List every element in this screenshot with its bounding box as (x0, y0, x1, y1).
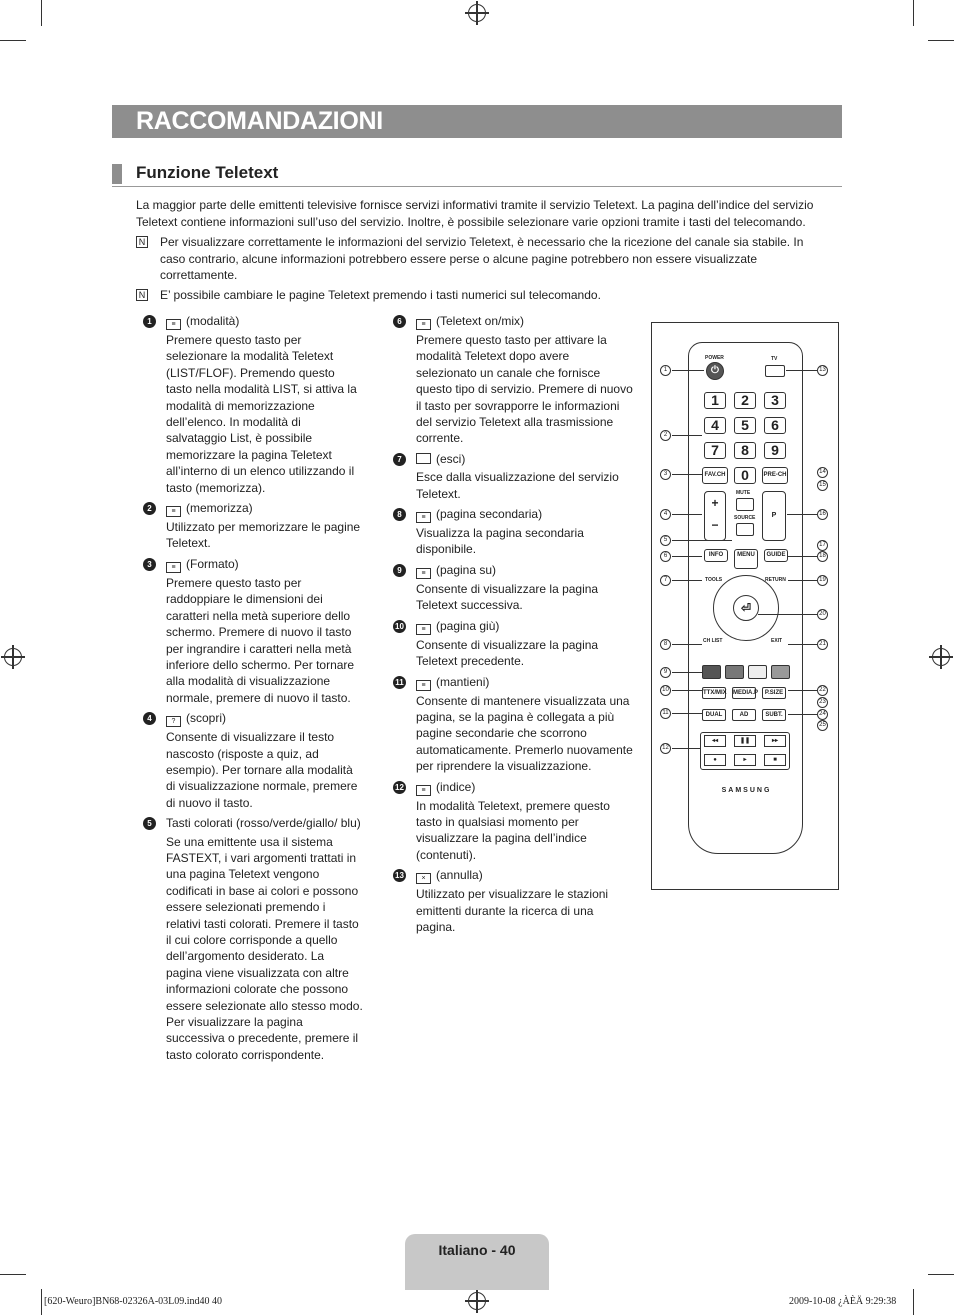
size-icon: ≡ (166, 562, 181, 573)
item-head: (esci) (416, 451, 633, 467)
list-item (393, 674, 633, 775)
callout-number: 3 (660, 469, 671, 480)
pre-ch-button: PRE-CH (762, 467, 788, 484)
return-label: RETURN (765, 577, 786, 583)
pause-icon: ❚❚ (734, 735, 756, 747)
color-button-red (702, 665, 721, 679)
item-number: 5 (143, 817, 156, 830)
items-column-left (143, 313, 363, 1067)
item-number: 6 (393, 315, 406, 328)
registration-mark-icon (468, 1292, 486, 1310)
info-button: INFO (704, 549, 728, 562)
callout-line (672, 514, 702, 515)
item-number: 10 (393, 620, 406, 633)
registration-mark-icon (4, 648, 22, 666)
callout-line (758, 614, 817, 615)
callout-line (672, 644, 702, 645)
callout-number: 5 (660, 535, 671, 546)
volume-rocker: + − (704, 491, 726, 541)
item-desc: Utilizzato per memorizzare le pagine Teletext. (166, 520, 361, 551)
item-number: 13 (393, 869, 406, 882)
cancel-icon: × (416, 873, 431, 884)
item-number: 7 (393, 453, 406, 466)
print-file-info: [620-Weuro]BN68-02326A-03L09.ind40 40 (44, 1296, 223, 1307)
power-label: POWER (705, 355, 724, 361)
crop-mark (41, 1289, 42, 1315)
subt-button: SUBT. (762, 709, 786, 721)
note-icon: N (136, 236, 148, 248)
list-item (393, 562, 633, 614)
callout-line (672, 435, 702, 436)
crop-mark (913, 0, 914, 26)
power-button-icon: ⏻ (706, 362, 724, 380)
digit-button: 6 (764, 417, 786, 434)
p-size-button: P.SIZE (762, 687, 786, 699)
digit-button: 0 (734, 467, 756, 484)
callout-number: 20 (817, 609, 828, 620)
page-title: RACCOMANDAZIONI (136, 107, 383, 135)
callout-number: 2 (660, 430, 671, 441)
digit-button: 4 (704, 417, 726, 434)
item-head: ≡ (pagina secondaria) (416, 506, 633, 523)
items-column-right (393, 313, 633, 939)
callout-number: 6 (660, 551, 671, 562)
item-head: ≡ (Teletext on/mix) (416, 313, 633, 330)
callout-number: 16 (817, 509, 828, 520)
callout-number: 19 (817, 575, 828, 586)
item-desc: Consente di mantenere visualizzata una pagina, se la pagina è collegata a più pagine secondarie che scorrono automaticamente. Premerlo nuovamente per riprendere la visualizzazione. (416, 693, 633, 774)
item-head: ? (scopri) (166, 710, 363, 727)
store-icon: ≡ (166, 506, 181, 517)
list-item (393, 867, 633, 935)
item-number: 11 (393, 676, 406, 689)
callout-line (672, 474, 702, 475)
item-desc: Premere questo tasto per selezionare la modalità Teletext (LIST/FLOF). Premendo questo tasto nella modalità LIST, si attiva la modalità di memorizzazione dell’elenco. In modalità di salvataggio List, è possibile memorizzare la pagina Teletext all’interno di un elenco utilizzando il tasto (memorizza). (166, 333, 357, 495)
callout-number: 4 (660, 509, 671, 520)
item-number: 8 (393, 508, 406, 521)
registration-mark-icon (932, 648, 950, 666)
item-desc: Utilizzato per visualizzare le stazioni emittenti durante la ricerca di una pagina. (416, 887, 609, 934)
remote-control-illustration (688, 342, 803, 854)
crop-mark (928, 1274, 954, 1275)
note-text: E’ possibile cambiare le pagine Teletext premendo i tasti numerici sul telecomando. (160, 288, 601, 302)
channel-rocker: P (762, 491, 786, 541)
callout-number: 15 (817, 480, 828, 491)
note-text: Per visualizzare correttamente le informazioni del servizio Teletext, è necessario che la ricezione del canale sia stabile. In caso contrario, alcune informazioni potrebbero essere perse o alcune pagine potrebbero non essere visualizzate correttamente. (160, 235, 804, 282)
item-head: ≡ (indice) (416, 779, 633, 796)
note-icon: N (136, 289, 148, 301)
source-button-icon (736, 523, 754, 536)
page-number-tab (405, 1234, 549, 1290)
callout-number: 11 (660, 708, 671, 719)
section-marker (112, 164, 122, 184)
registration-mark-icon (468, 4, 486, 22)
item-desc: Esce dalla visualizzazione del servizio Teletext. (416, 470, 619, 501)
callout-line (788, 580, 817, 581)
exit-label: EXIT (771, 638, 783, 644)
note-2 (136, 287, 826, 304)
item-number: 12 (393, 781, 406, 794)
callout-number: 9 (660, 667, 671, 678)
ttx-mix-button: TTX/MIX (702, 687, 726, 699)
crop-mark (0, 1274, 26, 1275)
crop-mark (41, 0, 42, 26)
item-head: ≡ (mantieni) (416, 674, 633, 691)
item-head: ≡ (modalità) (166, 313, 363, 330)
item-number: 3 (143, 558, 156, 571)
item-desc: Premere questo tasto per attivare la modalità Teletext dopo avere selezionato un canale che fornisce questo tipo di servizio. Premere di nuovo il tasto per sovrapporre le informazioni del servizio Teletext alla trasmissione corrente. (416, 333, 633, 446)
stop-icon: ■ (764, 754, 786, 766)
remote-brand-logo: SAMSUNG (721, 787, 772, 794)
list-item (143, 313, 363, 496)
digit-button: 3 (764, 392, 786, 409)
callout-line (672, 370, 704, 371)
callout-number: 25 (817, 720, 828, 731)
teletext-on-icon: ≡ (416, 319, 431, 330)
fav-ch-button: FAV.CH (702, 467, 728, 484)
digit-button: 2 (734, 392, 756, 409)
digit-button: 9 (764, 442, 786, 459)
color-button-yellow (748, 665, 767, 679)
digit-button: 7 (704, 442, 726, 459)
exit-icon (416, 453, 431, 464)
callout-line (788, 644, 817, 645)
callout-line (672, 713, 702, 714)
mode-icon: ≡ (166, 319, 181, 330)
item-number: 2 (143, 502, 156, 515)
list-item (393, 313, 633, 447)
title-bar (112, 105, 842, 138)
callout-number: 23 (817, 697, 828, 708)
rewind-icon: ◂◂ (704, 735, 726, 747)
section-title: Funzione Teletext (136, 163, 279, 182)
item-desc: Visualizza la pagina secondaria disponibile. (416, 526, 584, 557)
enter-button-icon: ⏎ (733, 595, 759, 621)
media-p-button: MEDIA.P (732, 687, 756, 699)
hold-icon: ≡ (416, 680, 431, 691)
mute-label: MUTE (736, 490, 751, 496)
index-icon: ≡ (416, 785, 431, 796)
tools-label: TOOLS (705, 577, 723, 583)
reveal-icon: ? (166, 716, 181, 727)
callout-line (672, 748, 700, 749)
item-desc: Consente di visualizzare la pagina Teletext successiva. (416, 581, 599, 613)
item-head: ≡ (memorizza) (166, 500, 363, 517)
item-number: 1 (143, 315, 156, 328)
item-head: ≡ (pagina giù) (416, 618, 633, 635)
note-1 (136, 234, 826, 284)
color-button-green (725, 665, 744, 679)
callout-number: 7 (660, 575, 671, 586)
ch-list-label: CH LIST (703, 638, 723, 644)
tv-button-icon (765, 365, 785, 377)
page-up-icon: ≡ (416, 568, 431, 579)
item-desc: Consente di visualizzare il testo nascosto (risposte a quiz, ad esempio). Per tornare alla modalità di visualizzazione normale, premere di nuovo il tasto. (166, 730, 358, 810)
item-number: 4 (143, 712, 156, 725)
callout-number: 10 (660, 685, 671, 696)
callout-number: 14 (817, 467, 828, 478)
callout-number: 1 (660, 365, 671, 376)
color-button-blue (771, 665, 790, 679)
callout-line (786, 370, 817, 371)
print-timestamp: 2009-10-08 ¿ÀÈÄ 9:29:38 (789, 1296, 897, 1307)
fast-forward-icon: ▸▸ (764, 735, 786, 747)
digit-button: 8 (734, 442, 756, 459)
list-item (143, 500, 363, 552)
subpage-icon: ≡ (416, 512, 431, 523)
callout-line (672, 690, 702, 691)
callout-line (788, 556, 817, 557)
list-item (143, 815, 363, 1063)
item-desc: Consente di visualizzare la pagina Teletext precedente. (416, 637, 599, 669)
crop-mark (0, 40, 26, 41)
callout-line (788, 714, 817, 715)
section-header (112, 162, 842, 187)
item-desc: In modalità Teletext, premere questo tasto in qualsiasi momento per visualizzare la pagina dell’indice (contenuti). (416, 798, 610, 862)
crop-mark (928, 40, 954, 41)
callout-number: 21 (817, 639, 828, 650)
list-item (393, 506, 633, 558)
list-item (393, 451, 633, 502)
guide-button: GUIDE (764, 549, 788, 562)
intro-paragraph: La maggior parte delle emittenti televisive fornisce servizi informativi tramite il servizio Teletext. La pagina dell’indice del servizio Teletext contiene informazioni sull’uso del servizio. Inoltre, è possibile selezionare varie opzioni tramite i tasti del telecomando. (136, 198, 814, 229)
callout-number: 13 (817, 365, 828, 376)
callout-number: 22 (817, 685, 828, 696)
record-icon: ● (704, 754, 726, 766)
mute-button-icon (736, 498, 754, 511)
item-head: × (annulla) (416, 867, 633, 884)
callout-line (672, 580, 702, 581)
callout-line (672, 556, 702, 557)
callout-line (787, 514, 817, 515)
item-desc: Premere questo tasto per raddoppiare le dimensioni dei caratteri nella metà superiore dello schermo. Premere di nuovo il tasto per ingrandire i caratteri nella metà inferiore dello schermo. Per tornare alla modalità di visualizzazione normale, premere di nuovo il tasto. (166, 575, 355, 705)
list-item (143, 710, 363, 811)
callout-number: 17 (817, 540, 828, 551)
item-head: ≡ (Formato) (166, 556, 363, 573)
menu-button: MENU (734, 549, 758, 569)
list-item (393, 618, 633, 670)
item-number: 9 (393, 564, 406, 577)
callout-line (672, 540, 732, 541)
list-item (393, 779, 633, 864)
item-head: Tasti colorati (rosso/verde/giallo/ blu) (166, 816, 361, 831)
list-item (143, 556, 363, 706)
source-label: SOURCE (734, 515, 756, 521)
callout-number: 24 (817, 709, 828, 720)
ad-button: AD (732, 709, 756, 721)
page-number: Italiano - 40 (438, 1242, 516, 1258)
callout-number: 8 (660, 639, 671, 650)
dual-button: DUAL (702, 709, 726, 721)
callout-line (672, 672, 702, 673)
digit-button: 5 (734, 417, 756, 434)
crop-mark (913, 1289, 914, 1315)
item-desc: Se una emittente usa il sistema FASTEXT, i vari argomenti trattati in una pagina Teletext vengono codificati in base ai colori e possono essere selezionati premendo i relativi tasti colorati. Premere il tasto il cui colore corrisponde a quello dell’argomento desiderato. La pagina viene visualizzata con altre informazioni colorate che possono essere selezionate allo stesso modo. Per visualizzare la pagina successiva o precedente, premere il tasto colorato corrispondente. (166, 834, 363, 1062)
callout-number: 18 (817, 551, 828, 562)
page-down-icon: ≡ (416, 624, 431, 635)
play-icon: ▸ (734, 754, 756, 766)
digit-button: 1 (704, 392, 726, 409)
tv-label: TV (771, 356, 778, 362)
callout-line (788, 690, 817, 691)
item-head: ≡ (pagina su) (416, 562, 633, 579)
callout-number: 12 (660, 743, 671, 754)
